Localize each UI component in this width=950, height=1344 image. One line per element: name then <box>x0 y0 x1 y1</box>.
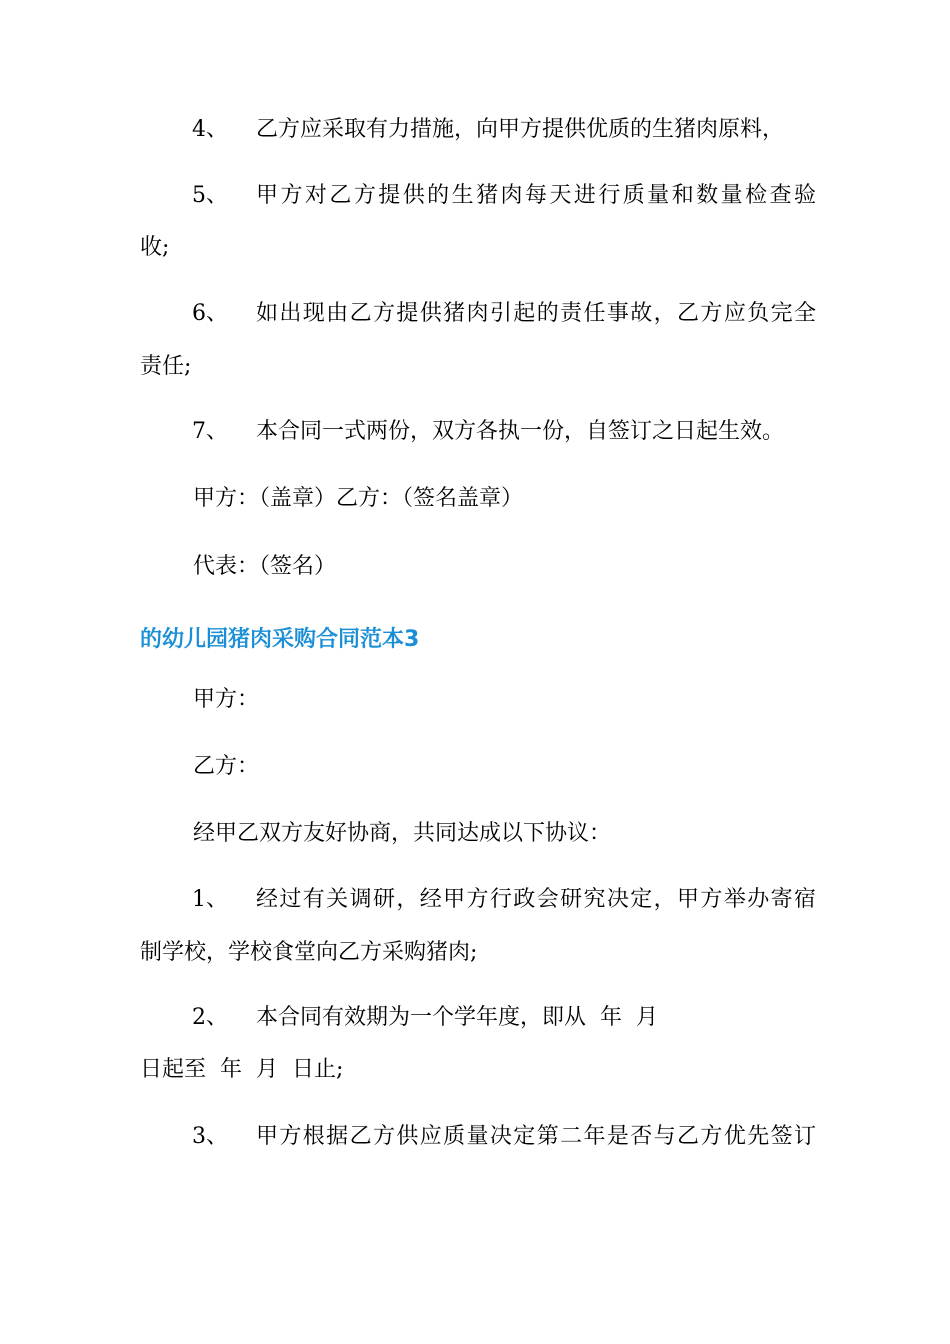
party-a-line: 甲方： <box>193 687 260 712</box>
item-continuation: 责任; <box>140 354 192 379</box>
item-text: 经过有关调研，经甲方行政会研究决定，甲方举办寄宿 <box>256 887 816 912</box>
item-text: 甲方根据乙方供应质量决定第二年是否与乙方优先签订 <box>256 1124 816 1149</box>
party-b-line: 乙方： <box>193 754 260 779</box>
item-number: 6、 <box>192 301 228 326</box>
item-text: 如出现由乙方提供猪肉引起的责任事故，乙方应负完全 <box>256 301 816 326</box>
intro-line: 经甲乙双方友好协商，共同达成以下协议： <box>193 821 612 846</box>
item-number: 3、 <box>192 1124 228 1149</box>
item-number: 2、 <box>192 1005 228 1030</box>
signature-line: 甲方：（盖章）乙方：（签名盖章） <box>193 486 524 511</box>
section-heading: 的幼儿园猪肉采购合同范本3 <box>140 627 420 652</box>
item-number: 7、 <box>192 419 228 444</box>
item-continuation: 日起至 年 月 日止; <box>140 1057 344 1082</box>
representative-line: 代表：（签名） <box>193 554 337 579</box>
item-text: 乙方应采取有力措施，向甲方提供优质的生猪肉原料， <box>256 117 785 142</box>
item-text: 甲方对乙方提供的生猪肉每天进行质量和数量检查验 <box>256 183 816 208</box>
item-continuation: 收; <box>140 235 170 260</box>
item-text: 本合同一式两份，双方各执一份，自签订之日起生效。 <box>256 419 785 444</box>
item-number: 1、 <box>192 887 228 912</box>
item-number: 4、 <box>192 117 228 142</box>
item-number: 5、 <box>192 183 228 208</box>
item-text: 本合同有效期为一个学年度，即从 年 月 <box>256 1005 658 1030</box>
item-continuation: 制学校，学校食堂向乙方采购猪肉; <box>140 940 478 965</box>
